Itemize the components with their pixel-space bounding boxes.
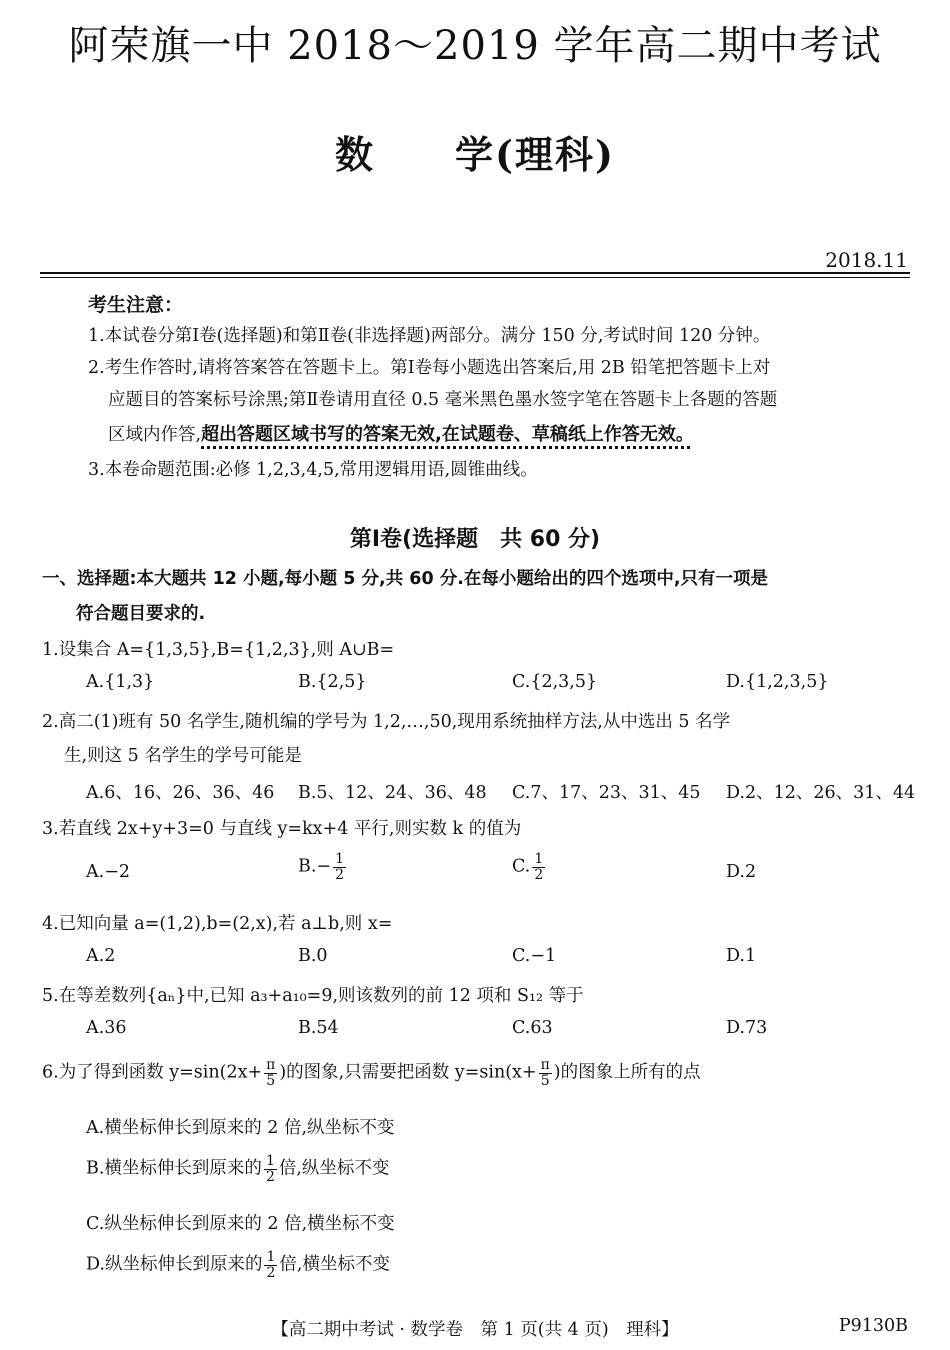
denominator: 5 [540,1072,550,1089]
header-rule-thick [40,272,910,274]
q4-option-b: B.0 [298,946,328,966]
q2-stem: 2.高二(1)班有 50 名学生,随机编的学号为 1,2,…,50,现用系统抽样方法,从中选出 5 名学 [42,712,731,732]
q6-option-d [86,1250,390,1280]
q6-option-c: C.纵坐标伸长到原来的 2 倍,横坐标不变 [86,1214,395,1234]
notice-item-2-end [108,420,694,446]
q1-option-a: A.{1,3} [86,672,155,692]
page-footer: 【高二期中考试 · 数学卷 第 1 页(共 4 页) 理科】 [271,1320,679,1340]
q3-stem: 3.若直线 2x+y+3=0 与直线 y=kx+4 平行,则实数 k 的值为 [42,819,522,839]
q4-option-d: D.1 [726,946,757,966]
q6-stem-fraction-1 [264,1058,277,1088]
q6-option-d-suffix: 倍,横坐标不变 [279,1254,390,1275]
exam-title: 阿荣旗一中 2018～2019 学年高二期中考试 [68,23,882,69]
q1-stem: 1.设集合 A={1,3,5},B={1,2,3},则 A∪B= [42,640,395,660]
denominator: 2 [265,1168,275,1185]
q4-option-a: A.2 [86,946,116,966]
footer-code: P9130B [838,1316,908,1336]
q5-option-d: D.73 [726,1018,768,1038]
q5-option-b: B.54 [298,1018,339,1038]
q2-option-a: A.6、16、26、36、46 [86,783,275,803]
section-title: 第Ⅰ卷(选择题 共 60 分) [349,527,601,552]
q4-option-c: C.−1 [512,946,557,966]
notice-item-2: 2.考生作答时,请将答案答在答题卡上。第Ⅰ卷每小题选出答案后,用 2B 铅笔把答题卡上对 [88,358,771,378]
numerator: 1 [534,851,544,867]
q6-stem [42,1058,701,1088]
q6-option-b-fraction [264,1154,277,1184]
q3-option-c-prefix: C. [512,856,531,877]
q5-option-c: C.63 [512,1018,553,1038]
denominator: 2 [266,1264,276,1281]
numerator: 1 [335,851,345,867]
q6-option-b-suffix: 倍,纵坐标不变 [278,1158,390,1179]
q3-option-b-fraction [333,852,346,882]
notice-emphasis: 超出答题区域书写的答案无效,在试题卷、草稿纸上作答无效。 [201,424,694,445]
numerator: 1 [265,1153,275,1169]
q6-option-a: A.横坐标伸长到原来的 2 倍,纵坐标不变 [86,1118,395,1138]
q2-option-c: C.7、17、23、31、45 [512,783,701,803]
q3-option-d: D.2 [726,862,757,882]
q3-option-b-prefix: B.− [298,856,332,877]
notice-title: 考生注意： [88,294,184,316]
numerator: π [266,1057,276,1073]
exam-date: 2018.11 [825,248,908,272]
denominator: 2 [534,866,544,883]
q2-stem-cont: 生,则这 5 名学生的学号可能是 [64,746,302,766]
notice-item-2-end-text: 区域内作答, [108,425,202,445]
section-instruction-cont: 符合题目要求的. [76,604,206,624]
notice-item-3: 3.本卷命题范围:必修 1,2,3,4,5,常用逻辑用语,圆锥曲线。 [88,460,538,480]
header-rule-thin [40,277,910,278]
q4-stem: 4.已知向量 a=(1,2),b=(2,x),若 a⊥b,则 x= [42,914,393,934]
q6-option-d-prefix: D.纵坐标伸长到原来的 [86,1254,263,1275]
numerator: π [540,1057,550,1073]
q1-option-b: B.{2,5} [298,672,367,692]
denominator: 2 [335,866,345,883]
q3-option-c [512,852,547,882]
q1-option-d: D.{1,2,3,5} [726,672,829,692]
q6-stem-fraction-2 [539,1058,552,1088]
section-instruction: 一、选择题:本大题共 12 小题,每小题 5 分,共 60 分.在每小题给出的四个选项中,只有一项是 [42,569,769,589]
q2-option-b: B.5、12、24、36、48 [298,783,487,803]
numerator: 1 [266,1249,276,1265]
q3-option-a: A.−2 [86,862,130,882]
q1-option-c: C.{2,3,5} [512,672,598,692]
q6-option-b-prefix: B.横坐标伸长到原来的 [86,1158,262,1179]
q6-stem-part-3: )的图象上所有的点 [553,1062,701,1083]
q5-option-a: A.36 [86,1018,127,1038]
notice-item-2-cont: 应题目的答案标号涂黑;第Ⅱ卷请用直径 0.5 毫米黑色墨水签字笔在答题卡上各题的答题 [108,390,778,410]
q6-option-b [86,1154,389,1184]
subject-title: 数 学(理科) [335,132,615,177]
q2-option-d: D.2、12、26、31、44 [726,783,916,803]
q5-stem: 5.在等差数列{aₙ}中,已知 a₃+a₁₀=9,则该数列的前 12 项和 S₁₂ 等于 [42,986,584,1006]
q3-option-b [298,852,348,882]
denominator: 5 [266,1072,276,1089]
q6-option-d-fraction [264,1250,277,1280]
q6-stem-part-2: )的图象,只需要把函数 y=sin(x+ [279,1062,537,1083]
notice-item-1: 1.本试卷分第Ⅰ卷(选择题)和第Ⅱ卷(非选择题)两部分。满分 150 分,考试时间 120 分钟。 [88,326,771,346]
q3-option-c-fraction [532,852,545,882]
q6-stem-part-1: 6.为了得到函数 y=sin(2x+ [42,1062,263,1083]
